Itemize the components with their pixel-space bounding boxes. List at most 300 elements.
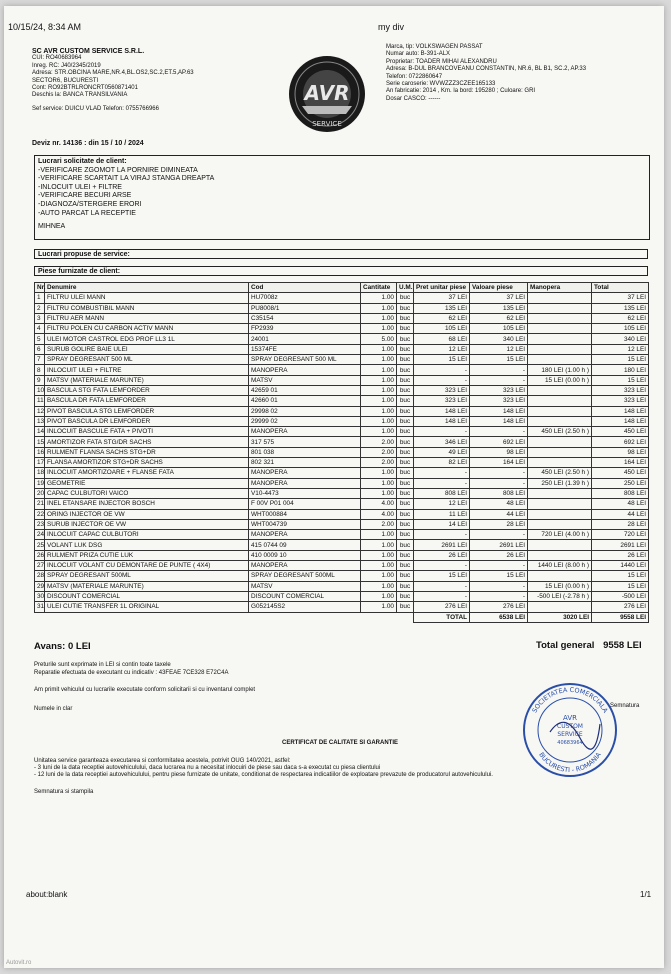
service-chief: Sef service: DUICU VLAD Telefon: 0755766966 bbox=[32, 105, 159, 112]
row-labor: 720 LEI (4.00 h ) bbox=[528, 530, 592, 540]
row-number: 29 bbox=[35, 581, 45, 591]
table-row bbox=[35, 488, 649, 498]
row-unit: buc bbox=[397, 447, 414, 457]
row-total: 135 LEI bbox=[592, 303, 649, 313]
column-header: Pret unitar piese bbox=[414, 283, 470, 293]
row-unit-price: - bbox=[414, 365, 470, 375]
row-total: 250 LEI bbox=[592, 478, 649, 488]
row-parts-value: 148 LEI bbox=[470, 416, 528, 426]
vehicle-phone: Telefon: 0722860647 bbox=[386, 73, 443, 80]
total-label: TOTAL bbox=[414, 612, 470, 622]
row-number: 3 bbox=[35, 313, 45, 323]
row-name: AMORTIZOR FATA STG/DR SACHS bbox=[45, 437, 249, 447]
row-unit-price: 105 LEI bbox=[414, 324, 470, 334]
row-unit-price: 808 LEI bbox=[414, 488, 470, 498]
vehicle-year-km: An fabricatie: 2014 , Km. la bord: 195280 ; Culoare: GRI bbox=[386, 88, 536, 95]
row-unit-price: 148 LEI bbox=[414, 416, 470, 426]
vehicle-vin: Serie caroserie: WVWZZZ3CZEE165133 bbox=[386, 81, 496, 88]
row-labor: 250 LEI (1.39 h ) bbox=[528, 478, 592, 488]
row-labor bbox=[528, 509, 592, 519]
requested-work-line: -AUTO PARCAT LA RECEPTIE bbox=[38, 209, 136, 217]
row-code: 415 0744 09 bbox=[249, 540, 361, 550]
row-unit: buc bbox=[397, 396, 414, 406]
table-row bbox=[35, 313, 649, 323]
row-parts-value: 340 LEI bbox=[470, 334, 528, 344]
requested-work-line: -VERIFICARE SCARTAIT LA VIRAJ STANGA DREAPTA bbox=[38, 175, 215, 183]
stamp-top-text: SOCIETATEA COMERCIALA bbox=[530, 685, 610, 715]
row-unit: buc bbox=[397, 303, 414, 313]
row-labor: -500 LEI (-2.78 h ) bbox=[528, 591, 592, 601]
row-total: 48 LEI bbox=[592, 499, 649, 509]
row-number: 31 bbox=[35, 602, 45, 612]
row-unit: buc bbox=[397, 571, 414, 581]
row-parts-value: - bbox=[470, 468, 528, 478]
row-name: FILTRU ULEI MANN bbox=[45, 293, 249, 303]
company-stamp bbox=[520, 680, 620, 780]
row-name: PIVOT BASCULA DR LEMFORDER bbox=[45, 416, 249, 426]
row-code: MANOPERA bbox=[249, 478, 361, 488]
row-code: 29999 02 bbox=[249, 416, 361, 426]
row-qty: 1.00 bbox=[361, 303, 397, 313]
row-qty: 1.00 bbox=[361, 602, 397, 612]
row-total: 2691 LEI bbox=[592, 540, 649, 550]
row-unit-price: 26 LEI bbox=[414, 550, 470, 560]
row-name: INLOCUIT CAPAC CULBUTORI bbox=[45, 530, 249, 540]
row-unit: buc bbox=[397, 550, 414, 560]
logo-text-avr: AVR bbox=[304, 81, 350, 105]
row-parts-value: 48 LEI bbox=[470, 499, 528, 509]
row-labor: 450 LEI (2.50 h ) bbox=[528, 427, 592, 437]
row-unit-price: 276 LEI bbox=[414, 602, 470, 612]
row-qty: 1.00 bbox=[361, 488, 397, 498]
row-labor bbox=[528, 447, 592, 457]
row-number: 25 bbox=[35, 540, 45, 550]
row-labor bbox=[528, 499, 592, 509]
row-total: -500 LEI bbox=[592, 591, 649, 601]
row-labor bbox=[528, 406, 592, 416]
company-address-2: SECTOR6, BUCURESTI bbox=[32, 77, 99, 84]
row-labor: 15 LEI (0.00 h ) bbox=[528, 581, 592, 591]
row-labor bbox=[528, 355, 592, 365]
warranty-line-1: Unitatea service garanteaza executarea si conformitatea acestela, potrivit OUG 140/2021, astfel: bbox=[34, 758, 291, 764]
column-header: Nr. bbox=[35, 283, 45, 293]
row-unit-price: 346 LEI bbox=[414, 437, 470, 447]
row-name: RULMENT FLANSA SACHS STG+DR bbox=[45, 447, 249, 457]
company-address-1: Adresa: STR.OBCINA MARE,NR.4,BL.OS2,SC.2,ET.5,AP.63 bbox=[32, 70, 194, 77]
avr-service-logo bbox=[282, 44, 372, 144]
row-unit-price: - bbox=[414, 561, 470, 571]
row-name: SPRAY DEGRESANT 500 ML bbox=[45, 355, 249, 365]
row-code: 29998 02 bbox=[249, 406, 361, 416]
table-row bbox=[35, 458, 649, 468]
warranty-line-2: - 3 luni de la data receptiei autovehiculului, daca lucrarea nu a necesitat inlocuiri de piese sau daca s-a executat cu piesa clientului bbox=[34, 765, 381, 771]
row-unit-price: 62 LEI bbox=[414, 313, 470, 323]
row-number: 11 bbox=[35, 396, 45, 406]
row-name: DISCOUNT COMERCIAL bbox=[45, 591, 249, 601]
table-row bbox=[35, 355, 649, 365]
row-unit: buc bbox=[397, 540, 414, 550]
row-code: SPRAY DEGRESANT 500 ML bbox=[249, 355, 361, 365]
row-unit: buc bbox=[397, 365, 414, 375]
table-row bbox=[35, 571, 649, 581]
row-total: 148 LEI bbox=[592, 416, 649, 426]
row-unit-price: 323 LEI bbox=[414, 385, 470, 395]
vehicle-owner: Proprietar: TOADER MIHAI ALEXANDRU bbox=[386, 58, 497, 65]
svg-text:SOCIETATEA COMERCIALA bbox=[531, 686, 610, 715]
table-row bbox=[35, 427, 649, 437]
row-unit: buc bbox=[397, 530, 414, 540]
row-code: WHT004739 bbox=[249, 519, 361, 529]
row-number: 26 bbox=[35, 550, 45, 560]
row-labor bbox=[528, 519, 592, 529]
column-header: Denumire bbox=[45, 283, 249, 293]
row-unit: buc bbox=[397, 344, 414, 354]
row-number: 4 bbox=[35, 324, 45, 334]
row-unit: buc bbox=[397, 458, 414, 468]
company-name: SC AVR CUSTOM SERVICE S.R.L. bbox=[32, 48, 145, 55]
row-total: 1440 LEI bbox=[592, 561, 649, 571]
row-unit: buc bbox=[397, 324, 414, 334]
table-row bbox=[35, 406, 649, 416]
company-bank: Deschis la: BANCA TRANSILVANIA bbox=[32, 92, 128, 99]
row-name: ULEI MOTOR CASTROL EDG PROF LL3 1L bbox=[45, 334, 249, 344]
row-total: 28 LEI bbox=[592, 519, 649, 529]
requested-work-line: -INLOCUIT ULEI + FILTRE bbox=[38, 183, 122, 191]
row-labor bbox=[528, 344, 592, 354]
company-cui: CUI: RO40683964 bbox=[32, 55, 82, 62]
table-row bbox=[35, 416, 649, 426]
row-parts-value: 98 LEI bbox=[470, 447, 528, 457]
table-row bbox=[35, 396, 649, 406]
row-labor bbox=[528, 334, 592, 344]
row-number: 28 bbox=[35, 571, 45, 581]
requested-work-line: -DIAGNOZA/STERGERE ERORI bbox=[38, 200, 142, 208]
row-labor bbox=[528, 416, 592, 426]
table-row bbox=[35, 293, 649, 303]
row-code: 42659 01 bbox=[249, 385, 361, 395]
row-labor bbox=[528, 540, 592, 550]
table-row bbox=[35, 478, 649, 488]
column-header: Valoare piese bbox=[470, 283, 528, 293]
table-row bbox=[35, 499, 649, 509]
row-total: 276 LEI bbox=[592, 602, 649, 612]
row-unit-price: 135 LEI bbox=[414, 303, 470, 313]
row-number: 17 bbox=[35, 458, 45, 468]
row-parts-value: 105 LEI bbox=[470, 324, 528, 334]
row-number: 2 bbox=[35, 303, 45, 313]
row-name: MATSV (MATERIALE MARUNTE) bbox=[45, 375, 249, 385]
row-code: 802 321 bbox=[249, 458, 361, 468]
row-code: MANOPERA bbox=[249, 468, 361, 478]
table-row bbox=[35, 303, 649, 313]
stamp-line-1: AVR bbox=[563, 714, 577, 722]
row-number: 30 bbox=[35, 591, 45, 601]
row-labor bbox=[528, 602, 592, 612]
row-unit-price: 15 LEI bbox=[414, 355, 470, 365]
vehicle-model: Marca, tip: VOLKSWAGEN PASSAT bbox=[386, 44, 483, 50]
items-table bbox=[34, 282, 649, 623]
table-total-row bbox=[35, 612, 649, 622]
table-row bbox=[35, 468, 649, 478]
row-name: INLOCUIT BASCULE FATA + PIVOTI bbox=[45, 427, 249, 437]
row-total: 105 LEI bbox=[592, 324, 649, 334]
row-code: MATSV bbox=[249, 375, 361, 385]
row-name: RULMENT PRIZA CUTIE LUK bbox=[45, 550, 249, 560]
row-labor: 180 LEI (1.00 h ) bbox=[528, 365, 592, 375]
row-code: MANOPERA bbox=[249, 365, 361, 375]
row-qty: 1.00 bbox=[361, 324, 397, 334]
row-number: 20 bbox=[35, 488, 45, 498]
row-labor bbox=[528, 385, 592, 395]
row-number: 27 bbox=[35, 561, 45, 571]
row-parts-value: - bbox=[470, 581, 528, 591]
row-number: 22 bbox=[35, 509, 45, 519]
row-parts-value: 692 LEI bbox=[470, 437, 528, 447]
row-total: 692 LEI bbox=[592, 437, 649, 447]
row-unit: buc bbox=[397, 519, 414, 529]
row-qty: 1.00 bbox=[361, 581, 397, 591]
row-qty: 1.00 bbox=[361, 355, 397, 365]
table-row bbox=[35, 324, 649, 334]
row-qty: 2.00 bbox=[361, 519, 397, 529]
row-total: 450 LEI bbox=[592, 468, 649, 478]
stamp-line-3: SERVICE bbox=[557, 731, 583, 738]
row-parts-value: - bbox=[470, 427, 528, 437]
row-number: 23 bbox=[35, 519, 45, 529]
row-labor bbox=[528, 437, 592, 447]
row-parts-value: 135 LEI bbox=[470, 303, 528, 313]
row-parts-value: 323 LEI bbox=[470, 385, 528, 395]
row-unit-price: 15 LEI bbox=[414, 571, 470, 581]
table-row bbox=[35, 602, 649, 612]
row-total: 720 LEI bbox=[592, 530, 649, 540]
row-code: DISCOUNT COMERCIAL bbox=[249, 591, 361, 601]
requested-work-line: -VERIFICARE BECURI ARSE bbox=[38, 192, 132, 200]
row-qty: 1.00 bbox=[361, 427, 397, 437]
table-row bbox=[35, 375, 649, 385]
row-parts-value: - bbox=[470, 478, 528, 488]
row-parts-value: 44 LEI bbox=[470, 509, 528, 519]
row-parts-value: 2691 LEI bbox=[470, 540, 528, 550]
row-labor: 15 LEI (0.00 h ) bbox=[528, 375, 592, 385]
row-unit-price: - bbox=[414, 591, 470, 601]
row-qty: 1.00 bbox=[361, 468, 397, 478]
row-parts-value: 15 LEI bbox=[470, 355, 528, 365]
warranty-line-3: - 12 luni de la data receptiei autovehiculului, pentru piese furnizate de unitate, conditionat de respectarea indicatiilor de exploatare prevazute de producatorul autovehiculului. bbox=[34, 772, 493, 778]
row-number: 7 bbox=[35, 355, 45, 365]
table-row bbox=[35, 365, 649, 375]
row-name: INEL ETANSARE INJECTOR BOSCH bbox=[45, 499, 249, 509]
row-number: 16 bbox=[35, 447, 45, 457]
row-number: 6 bbox=[35, 344, 45, 354]
vehicle-plate: Numar auto: B-391-ALX bbox=[386, 51, 451, 58]
row-unit-price: 68 LEI bbox=[414, 334, 470, 344]
row-name: FILTRU COMBUSTIBIL MANN bbox=[45, 303, 249, 313]
table-header-row bbox=[35, 283, 649, 293]
row-code: FP2939 bbox=[249, 324, 361, 334]
row-total: 808 LEI bbox=[592, 488, 649, 498]
table-row bbox=[35, 334, 649, 344]
row-number: 1 bbox=[35, 293, 45, 303]
row-unit: buc bbox=[397, 427, 414, 437]
row-total: 15 LEI bbox=[592, 355, 649, 365]
row-code: SPRAY DEGRESANT 500ML bbox=[249, 571, 361, 581]
row-name: FILTRU AER MANN bbox=[45, 313, 249, 323]
row-qty: 1.00 bbox=[361, 396, 397, 406]
row-unit: buc bbox=[397, 375, 414, 385]
row-unit: buc bbox=[397, 293, 414, 303]
row-unit: buc bbox=[397, 437, 414, 447]
row-qty: 1.00 bbox=[361, 478, 397, 488]
row-name: CAPAC CULBUTORI VAICO bbox=[45, 488, 249, 498]
row-labor bbox=[528, 313, 592, 323]
row-unit-price: - bbox=[414, 478, 470, 488]
row-name: ORING INJECTOR OE VW bbox=[45, 509, 249, 519]
company-account: Cont: RO92BTRLRONCRT0560871401 bbox=[32, 85, 138, 92]
row-labor bbox=[528, 571, 592, 581]
row-unit-price: - bbox=[414, 530, 470, 540]
column-header: Total bbox=[592, 283, 649, 293]
print-footer-url: about:blank bbox=[26, 890, 68, 899]
row-name: MATSV (MATERIALE MARUNTE) bbox=[45, 581, 249, 591]
row-qty: 5.00 bbox=[361, 334, 397, 344]
row-code: 317 575 bbox=[249, 437, 361, 447]
table-row bbox=[35, 561, 649, 571]
print-page-title: my div bbox=[378, 22, 405, 32]
stamp-signature-label: Semnatura si stampila bbox=[34, 789, 94, 795]
row-unit: buc bbox=[397, 385, 414, 395]
row-qty: 1.00 bbox=[361, 550, 397, 560]
row-total: 12 LEI bbox=[592, 344, 649, 354]
table-row bbox=[35, 447, 649, 457]
row-unit-price: - bbox=[414, 581, 470, 591]
row-name: BASCULA STG FATA LEMFORDER bbox=[45, 385, 249, 395]
row-unit-price: 323 LEI bbox=[414, 396, 470, 406]
row-number: 9 bbox=[35, 375, 45, 385]
name-label: Numele in clar bbox=[34, 706, 73, 712]
row-name: PIVOT BASCULA STG LEMFORDER bbox=[45, 406, 249, 416]
row-total: 450 LEI bbox=[592, 427, 649, 437]
executed-note: Reparatie efectuata de executant cu indicativ : 43FEAE 7CE328 E72C4A bbox=[34, 670, 229, 676]
row-total: 37 LEI bbox=[592, 293, 649, 303]
row-labor bbox=[528, 324, 592, 334]
row-total: 15 LEI bbox=[592, 571, 649, 581]
row-labor: 450 LEI (2.50 h ) bbox=[528, 468, 592, 478]
company-reg: Inreg. RC: J40/2345/2019 bbox=[32, 62, 101, 69]
signature-label: Semnatura bbox=[610, 703, 640, 709]
row-total: 323 LEI bbox=[592, 396, 649, 406]
received-note: Am primit vehiculul cu lucrarile executate conform solicitarii si cu inventarul complet bbox=[34, 687, 256, 693]
row-name: FLANSA AMORTIZOR STG+DR SACHS bbox=[45, 458, 249, 468]
row-parts-value: - bbox=[470, 375, 528, 385]
watermark: Autovit.ro bbox=[6, 960, 32, 966]
row-unit-price: 82 LEI bbox=[414, 458, 470, 468]
column-header: Cantitate bbox=[361, 283, 397, 293]
row-name: BASCULA DR FATA LEMFORDER bbox=[45, 396, 249, 406]
row-code: MANOPERA bbox=[249, 530, 361, 540]
prices-note: Preturile sunt exprimate in LEI si contin toate taxele bbox=[34, 662, 171, 668]
row-name: INLOCUIT AMORTIZOARE + FLANSE FATA bbox=[45, 468, 249, 478]
row-unit: buc bbox=[397, 416, 414, 426]
row-unit: buc bbox=[397, 509, 414, 519]
grand-total-label: Total general bbox=[536, 640, 595, 651]
row-total: 340 LEI bbox=[592, 334, 649, 344]
row-number: 24 bbox=[35, 530, 45, 540]
row-code: MANOPERA bbox=[249, 561, 361, 571]
row-unit: buc bbox=[397, 406, 414, 416]
row-name: FILTRU POLEN CU CARBON ACTIV MANN bbox=[45, 324, 249, 334]
row-code: 15374FE bbox=[249, 344, 361, 354]
table-row bbox=[35, 540, 649, 550]
row-labor bbox=[528, 396, 592, 406]
column-header: Cod bbox=[249, 283, 361, 293]
row-qty: 1.00 bbox=[361, 530, 397, 540]
row-qty: 4.00 bbox=[361, 499, 397, 509]
row-code: 410 0009 10 bbox=[249, 550, 361, 560]
row-number: 12 bbox=[35, 406, 45, 416]
table-row bbox=[35, 530, 649, 540]
row-total: 180 LEI bbox=[592, 365, 649, 375]
row-labor: 1440 LEI (8.00 h ) bbox=[528, 561, 592, 571]
table-row bbox=[35, 344, 649, 354]
row-code: MANOPERA bbox=[249, 427, 361, 437]
column-header: U.M. bbox=[397, 283, 414, 293]
row-parts-value: - bbox=[470, 530, 528, 540]
row-labor bbox=[528, 488, 592, 498]
row-name: VOLANT LUK DSG bbox=[45, 540, 249, 550]
row-total: 15 LEI bbox=[592, 375, 649, 385]
row-parts-value: 28 LEI bbox=[470, 519, 528, 529]
row-name: INLOCUIT ULEI + FILTRE bbox=[45, 365, 249, 375]
grand-total-value: 9558 LEI bbox=[603, 640, 642, 651]
stamp-reg: 40683964 bbox=[557, 740, 583, 746]
row-qty: 1.00 bbox=[361, 313, 397, 323]
row-unit-price: 148 LEI bbox=[414, 406, 470, 416]
row-code: F 00V P01 004 bbox=[249, 499, 361, 509]
cert-title: CERTIFICAT DE CALITATE SI GARANTIE bbox=[282, 740, 398, 746]
row-unit-price: 2691 LEI bbox=[414, 540, 470, 550]
row-parts-value: 148 LEI bbox=[470, 406, 528, 416]
grand-total bbox=[536, 640, 648, 651]
row-qty: 1.00 bbox=[361, 365, 397, 375]
row-parts-value: 164 LEI bbox=[470, 458, 528, 468]
row-code: 24001 bbox=[249, 334, 361, 344]
row-number: 15 bbox=[35, 437, 45, 447]
vehicle-owner-address: Adresa: B-DUL BRANCOVEANU CONSTANTIN, NR.6, BL B1, SC.2, AP.33 bbox=[386, 66, 587, 73]
row-code: G052145S2 bbox=[249, 602, 361, 612]
row-number: 18 bbox=[35, 468, 45, 478]
print-footer-page: 1/1 bbox=[640, 890, 652, 899]
row-qty: 1.00 bbox=[361, 416, 397, 426]
row-parts-value: - bbox=[470, 561, 528, 571]
table-row bbox=[35, 519, 649, 529]
row-unit-price: 37 LEI bbox=[414, 293, 470, 303]
vehicle-casco: Dosar CASCO: ------ bbox=[386, 95, 441, 102]
row-unit: buc bbox=[397, 478, 414, 488]
table-row bbox=[35, 385, 649, 395]
row-unit: buc bbox=[397, 602, 414, 612]
row-unit: buc bbox=[397, 488, 414, 498]
row-total: 15 LEI bbox=[592, 581, 649, 591]
row-unit: buc bbox=[397, 355, 414, 365]
stamp-bottom-text: BUCURESTI - ROMANIA bbox=[537, 750, 603, 775]
row-total: 148 LEI bbox=[592, 406, 649, 416]
row-parts-value: 808 LEI bbox=[470, 488, 528, 498]
requested-work-title: Lucrari solicitate de client: bbox=[38, 158, 127, 165]
row-unit-price: - bbox=[414, 468, 470, 478]
row-total: 26 LEI bbox=[592, 550, 649, 560]
company-info bbox=[32, 48, 262, 113]
